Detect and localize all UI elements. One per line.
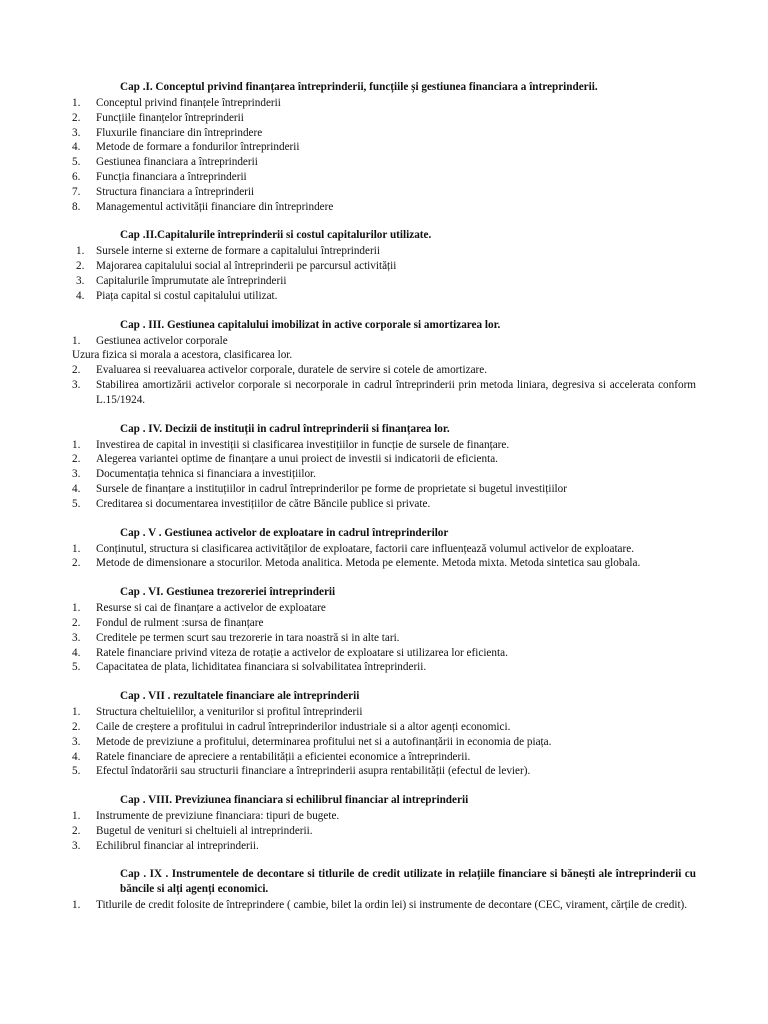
chapter-list [72, 542, 696, 572]
chapter-4 [72, 422, 696, 512]
list-item: 3. Fluxurile financiare din întreprindere [72, 126, 263, 139]
list-item: 8. Managementul activității financiare din întreprindere [72, 200, 334, 213]
list-item: 1. Conceptul privind finanțele întreprinderii [72, 97, 281, 109]
chapter-8 [72, 793, 696, 853]
list-item: 1. Instrumente de previziune financiara: tipuri de bugete. [72, 810, 340, 823]
chapter-list [72, 705, 696, 779]
chapter-list [72, 96, 696, 214]
chapter-5 [72, 526, 696, 572]
list-item: 7. Structura financiara a întreprinderii [72, 185, 255, 198]
chapter-title: Cap . IV. Decizii de instituții in cadrul întreprinderii si finanțarea lor. [120, 422, 450, 435]
list-item: 4. Sursele de finanțare a instituțiilor in cadrul întreprinderilor pe forme de proprietate si bugetul investițiilor [72, 482, 567, 495]
list-item: 5. Gestiunea financiara a întreprinderii [72, 156, 258, 169]
chapter-list [72, 244, 696, 303]
list-item: 1. Investirea de capital in investiții si clasificarea investițiilor in funcție de sursele de finanțare. [72, 438, 510, 451]
list-item: 4. Ratele financiare de apreciere a rentabilității a eficientei economice a întreprinderii. [72, 750, 471, 763]
chapter-title: Cap . VII . rezultatele financiare ale întreprinderii [120, 690, 360, 703]
list-item: 3. Stabilirea amortizării activelor corporale si necorporale in cadrul întreprinderii prin metoda liniara, degresiva si accelerata conform L.15/1924. [72, 378, 696, 406]
chapter-1 [72, 80, 696, 214]
list-item: 2. Funcțiile finanțelor întreprinderii [72, 111, 244, 124]
list-item: Uzura fizica si morala a acestora, clasificarea lor. [72, 349, 293, 362]
list-item: 3. Echilibrul financiar al intreprinderii. [72, 839, 259, 852]
chapter-9 [72, 867, 696, 913]
list-item: 5. Creditarea si documentarea investițiilor de către Băncile publice si private. [72, 497, 431, 510]
chapter-list [72, 809, 696, 853]
list-item: 2. Evaluarea si reevaluarea activelor corporale, duratele de servire si cotele de amortizare. [72, 364, 488, 377]
document-page [72, 80, 696, 927]
list-item: 2. Fondul de rulment :sursa de finanțare [72, 616, 264, 629]
list-item: 2. Majorarea capitalului social al întreprinderii pe parcursul activității [76, 260, 397, 273]
list-item: 1. Resurse si cai de finanțare a activelor de exploatare [72, 602, 326, 615]
list-item: 3. Documentația tehnica si financiara a investițiilor. [72, 468, 316, 481]
list-item: 2. Bugetul de venituri si cheltuieli al intreprinderii. [72, 824, 313, 837]
chapter-title: Cap . VI. Gestiunea trezoreriei întreprinderii [120, 586, 336, 599]
chapter-title: Cap .I. Conceptul privind finanțarea întreprinderii, funcțiile și gestiunea financiara a întreprinderii. [120, 81, 598, 93]
chapter-title: Cap . VIII. Previziunea financiara si echilibrul financiar al intreprinderii [120, 794, 469, 807]
list-item: 4. Piața capital si costul capitalului utilizat. [76, 289, 278, 302]
list-item: 1. Titlurile de credit folosite de întreprindere ( cambie, bilet la ordin lei) si instrumente de decontare (CEC, virament, cărțile de credit). [72, 899, 688, 912]
list-item: 4. Metode de formare a fondurilor întreprinderii [72, 141, 300, 154]
list-item: 1. Conținutul, structura si clasificarea activităților de exploatare, factorii care influențează volumul activelor de exploatare. [72, 542, 635, 555]
list-item: 1. Gestiunea activelor corporale [72, 334, 228, 347]
list-item: 3. Metode de previziune a profitului, determinarea profitului net si a autofinanțării in economia de piața. [72, 735, 552, 748]
list-item: 3. Capitalurile împrumutate ale întreprinderii [76, 274, 287, 287]
list-item: 5. Efectul îndatorării sau structurii financiare a întreprinderii asupra rentabilității (efectul de levier). [72, 765, 531, 778]
list-item: 1. Sursele interne si externe de formare a capitalului întreprinderii [76, 245, 380, 258]
chapter-6 [72, 585, 696, 675]
chapter-title: Cap . III. Gestiunea capitalului imobilizat in active corporale si amortizarea lor. [120, 318, 501, 331]
list-item: 1. Structura cheltuielilor, a veniturilor si profitul întreprinderii [72, 706, 363, 719]
chapter-list [72, 898, 696, 913]
chapter-2 [72, 228, 696, 303]
chapter-list [72, 438, 696, 512]
list-item: 2. Caile de creștere a profitului in cadrul întreprinderilor industriale si a altor agenți economici. [72, 720, 511, 733]
chapter-title: Cap . IX . Instrumentele de decontare si titlurile de credit utilizate in relațiile financiare si bănești ale întreprinderii cu băncile si alți agenți economici. [120, 868, 696, 896]
chapter-3 [72, 318, 696, 408]
chapter-list [72, 601, 696, 675]
list-item: 2. Metode de dimensionare a stocurilor. Metoda analitica. Metoda pe elemente. Metoda mixta. Metoda sintetica sau globala. [72, 557, 641, 570]
chapter-list [72, 334, 696, 408]
list-item: 2. Alegerea variantei optime de finanțare a unui proiect de investii si indicatorii de eficienta. [72, 453, 498, 466]
chapter-title: Cap . V . Gestiunea activelor de exploatare in cadrul întreprinderilor [120, 526, 449, 539]
list-item: 5. Capacitatea de plata, lichiditatea financiara si solvabilitatea întreprinderii. [72, 661, 427, 674]
list-item: 6. Funcția financiara a întreprinderii [72, 170, 247, 183]
list-item: 4. Ratele financiare privind viteza de rotație a activelor de exploatare si utilizarea lor eficienta. [72, 646, 508, 659]
chapter-title: Cap .II.Capitalurile întreprinderii si costul capitalurilor utilizate. [120, 229, 432, 242]
chapter-7 [72, 689, 696, 779]
list-item: 3. Creditele pe termen scurt sau trezorerie in tara noastră si in alte tari. [72, 631, 400, 644]
